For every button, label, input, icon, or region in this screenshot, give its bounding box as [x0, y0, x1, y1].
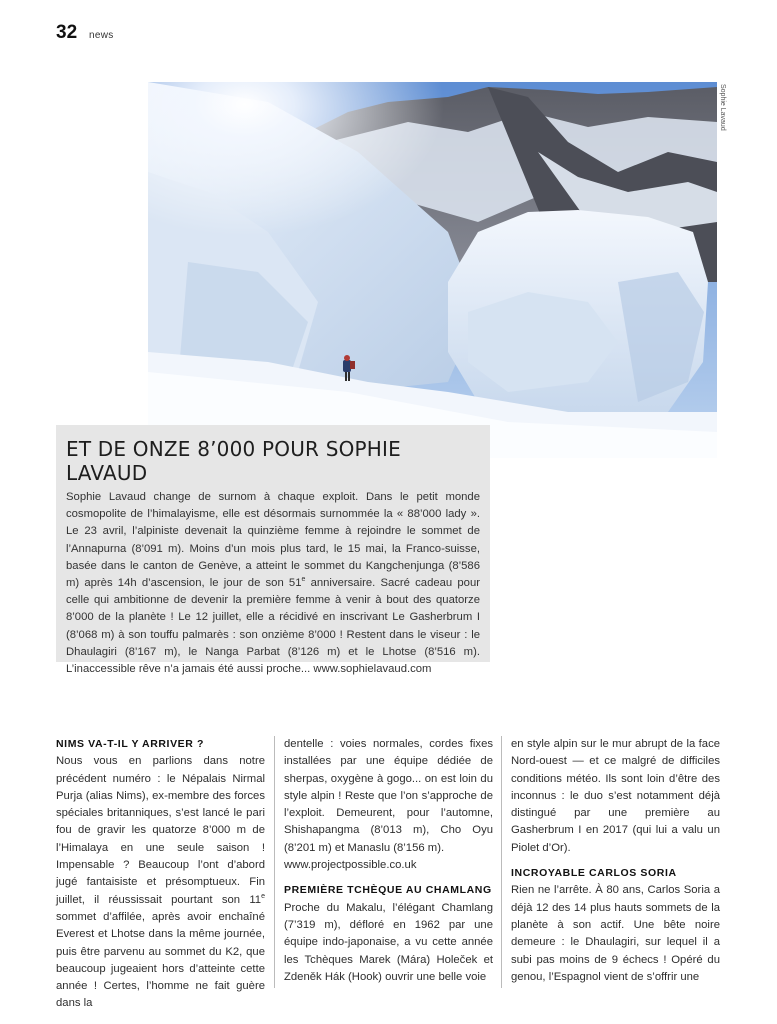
column-1	[56, 736, 265, 1013]
feature-body: Sophie Lavaud change de surnom à chaque exploit. Dans le petit monde cosmopolite de l’himalayisme, elle est désormais surnommée la « 88’000 lady ». Le 23 avril, l’alpiniste devenait la quinzième femme à rejoindre le sommet de l’Annapurna (8’091 m). Moins d’un mois plus tard, le 15 mai, la Franco-suisse, basée dans le canton de Genève, a atteint le sommet du Kangchenjunga (8’586 m) après 14h d’ascension, le jour de son 51e anniversaire. Sacré cadeau pour celle qui ambitionne de devenir la première femme à venir à bout des quatorze 8’000 de la planète ! Le 12 juillet, elle a récidivé en inscrivant Le Gasherbrum I (8’068 m) à son touffu palmarès : son onzième 8’000 ! Restent dans le viseur : le Dhaulagiri (8’167 m), le Nanga Parbat (8’126 m) et le Lhotse (8’516 m). L’inaccessible rêve n’a jamais été aussi proche... www.sophielavaud.com	[66, 491, 480, 676]
page-number: 32	[56, 22, 78, 43]
mountain-photo	[148, 82, 717, 458]
nims-heading: NIMS VA-T-IL Y ARRIVER ?	[56, 738, 204, 750]
section-label: news	[89, 30, 114, 41]
photo-credit: Sophie Lavaud	[719, 84, 726, 131]
soria-heading: INCROYABLE CARLOS SORIA	[511, 867, 677, 880]
column-3	[511, 736, 720, 986]
feature-title: ET DE ONZE 8’000 POUR SOPHIE LAVAUD	[66, 437, 401, 485]
chamlang-body-continued: en style alpin sur le mur abrupt de la face Nord-ouest — et ce malgré de difficiles conditions météo. Ils sont loin d’être des inconnus : le duo s’est notamment déjà distingué par une première au Gasherbrum I en 2017 (qui lui a valu un Piolet d’Or).	[511, 738, 720, 854]
column-divider	[501, 736, 502, 988]
nims-body: Nous vous en parlions dans notre précédent numéro : le Népalais Nirmal Purja (alias Nims), ex-membre des forces spéciales britanniques, s’est lancé le pari fou de gravir les quatorze 8’000 m de l’Himalaya en une seule saison ! Impensable ? Beaucoup l’ont d’abord jugé fantaisiste et présomptueux. Fin juillet, il réussissait pourtant son 11e sommet d’affilée, après avoir enchaîné Everest et Lhotse dans la même journée, puis être parvenu au sommet du K2, que beaucoup jugeaient hors d’atteinte cette année ! Certes, l’homme ne fait guère dans la	[56, 755, 265, 1010]
column-divider	[274, 736, 275, 988]
nims-link[interactable]: www.projectpossible.co.uk	[284, 859, 417, 872]
column-2	[284, 736, 493, 986]
chamlang-heading: PREMIÈRE TCHÈQUE AU CHAMLANG	[284, 884, 492, 897]
nims-body-continued: dentelle : voies normales, cordes fixes installées par une équipe dédiée de sherpas, oxygène à gogo... on est loin du style alpin ! Reste que l’on s’approche de l’exploit. Demeurent, pour l’automne, Shishapangma (8’013 m), Cho Oyu (8’201 m) et Manaslu (8’156 m).	[284, 738, 493, 854]
feature-box	[56, 425, 490, 676]
soria-body: Rien ne l’arrête. À 80 ans, Carlos Soria a déjà 12 des 14 plus hauts sommets de la planète à son actif. Une bête noire demeure : le Dhaulagiri, sur lequel il a subi pas moins de 9 échecs ! Opéré du genou, l’Espagnol vient de s’offrir une	[511, 884, 720, 983]
chamlang-body: Proche du Makalu, l’élégant Chamlang (7’319 m), défloré en 1962 par une équipe indo-japonaise, a vu cette année les Tchèques Marek (Mára) Holeček et Zdeněk Hák (Hook) ouvrir une belle voie	[284, 901, 493, 983]
